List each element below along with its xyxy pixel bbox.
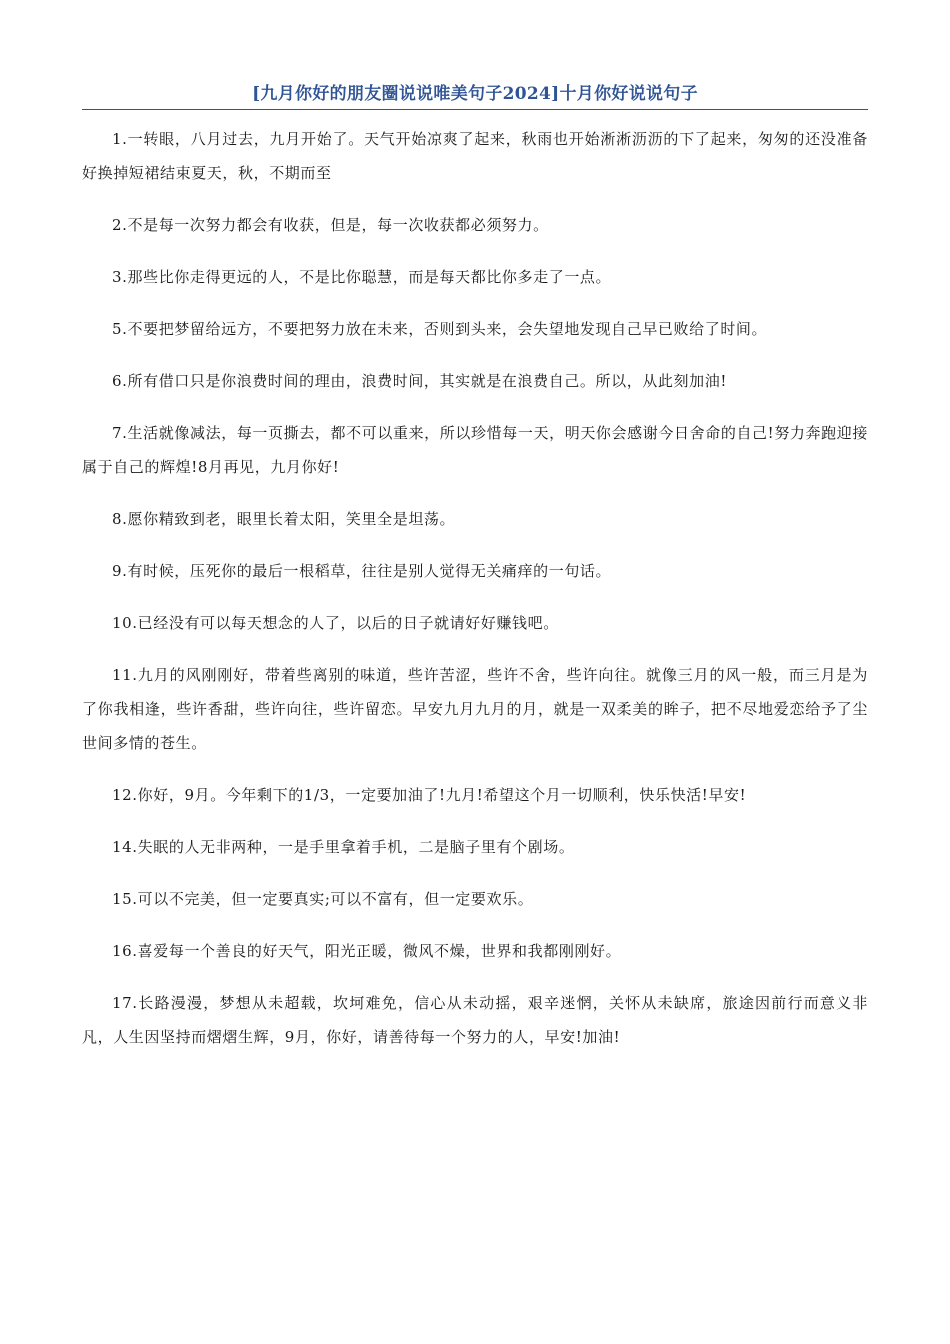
paragraph: 10.已经没有可以每天想念的人了，以后的日子就请好好赚钱吧。 — [112, 614, 559, 632]
paragraph: 8.愿你精致到老，眼里长着太阳，笑里全是坦荡。 — [112, 510, 456, 528]
paragraph: 12.你好，9月。今年剩下的1/3，一定要加油了!九月!希望这个月一切顺利，快乐快活!早安! — [112, 786, 747, 804]
paragraph: 17.长路漫漫，梦想从未超载，坎坷难免，信心从未动摇，艰辛迷惘，关怀从未缺席，旅途因前行而意义非凡，人生因坚持而熠熠生辉，9月，你好，请善待每一个努力的人，早安!加油! — [82, 994, 868, 1046]
paragraph: 5.不要把梦留给远方，不要把努力放在未来，否则到头来，会失望地发现自己早已败给了时间。 — [112, 320, 768, 338]
document-body — [82, 122, 868, 1054]
paragraph: 14.失眠的人无非两种，一是手里拿着手机，二是脑子里有个剧场。 — [112, 838, 575, 856]
paragraph: 3.那些比你走得更远的人，不是比你聪慧，而是每天都比你多走了一点。 — [112, 268, 612, 286]
paragraph: 16.喜爱每一个善良的好天气，阳光正暖，微风不燥，世界和我都刚刚好。 — [112, 942, 622, 960]
paragraph: 2.不是每一次努力都会有收获，但是，每一次收获都必须努力。 — [112, 216, 549, 234]
paragraph: 6.所有借口只是你浪费时间的理由，浪费时间，其实就是在浪费自己。所以，从此刻加油! — [112, 372, 727, 390]
paragraph: 7.生活就像减法，每一页撕去，都不可以重来，所以珍惜每一天，明天你会感谢今日舍命的自己!努力奔跑迎接属于自己的辉煌!8月再见，九月你好! — [82, 424, 868, 476]
paragraph: 15.可以不完美，但一定要真实;可以不富有，但一定要欢乐。 — [112, 890, 534, 908]
document-title: [九月你好的朋友圈说说唯美句子2024]十月你好说说句子 — [82, 80, 868, 110]
document-page — [82, 80, 868, 1072]
paragraph: 1.一转眼，八月过去，九月开始了。天气开始凉爽了起来，秋雨也开始淅淅沥沥的下了起来，匆匆的还没准备好换掉短裙结束夏天，秋，不期而至 — [82, 130, 868, 182]
paragraph: 9.有时候，压死你的最后一根稻草，往往是别人觉得无关痛痒的一句话。 — [112, 562, 612, 580]
paragraph: 11.九月的风刚刚好，带着些离别的味道，些许苦涩，些许不舍，些许向往。就像三月的风一般，而三月是为了你我相逢，些许香甜，些许向往，些许留恋。早安九月九月的月，就是一双柔美的眸子，把不尽地爱恋给予了尘世间多情的苍生。 — [82, 666, 868, 752]
